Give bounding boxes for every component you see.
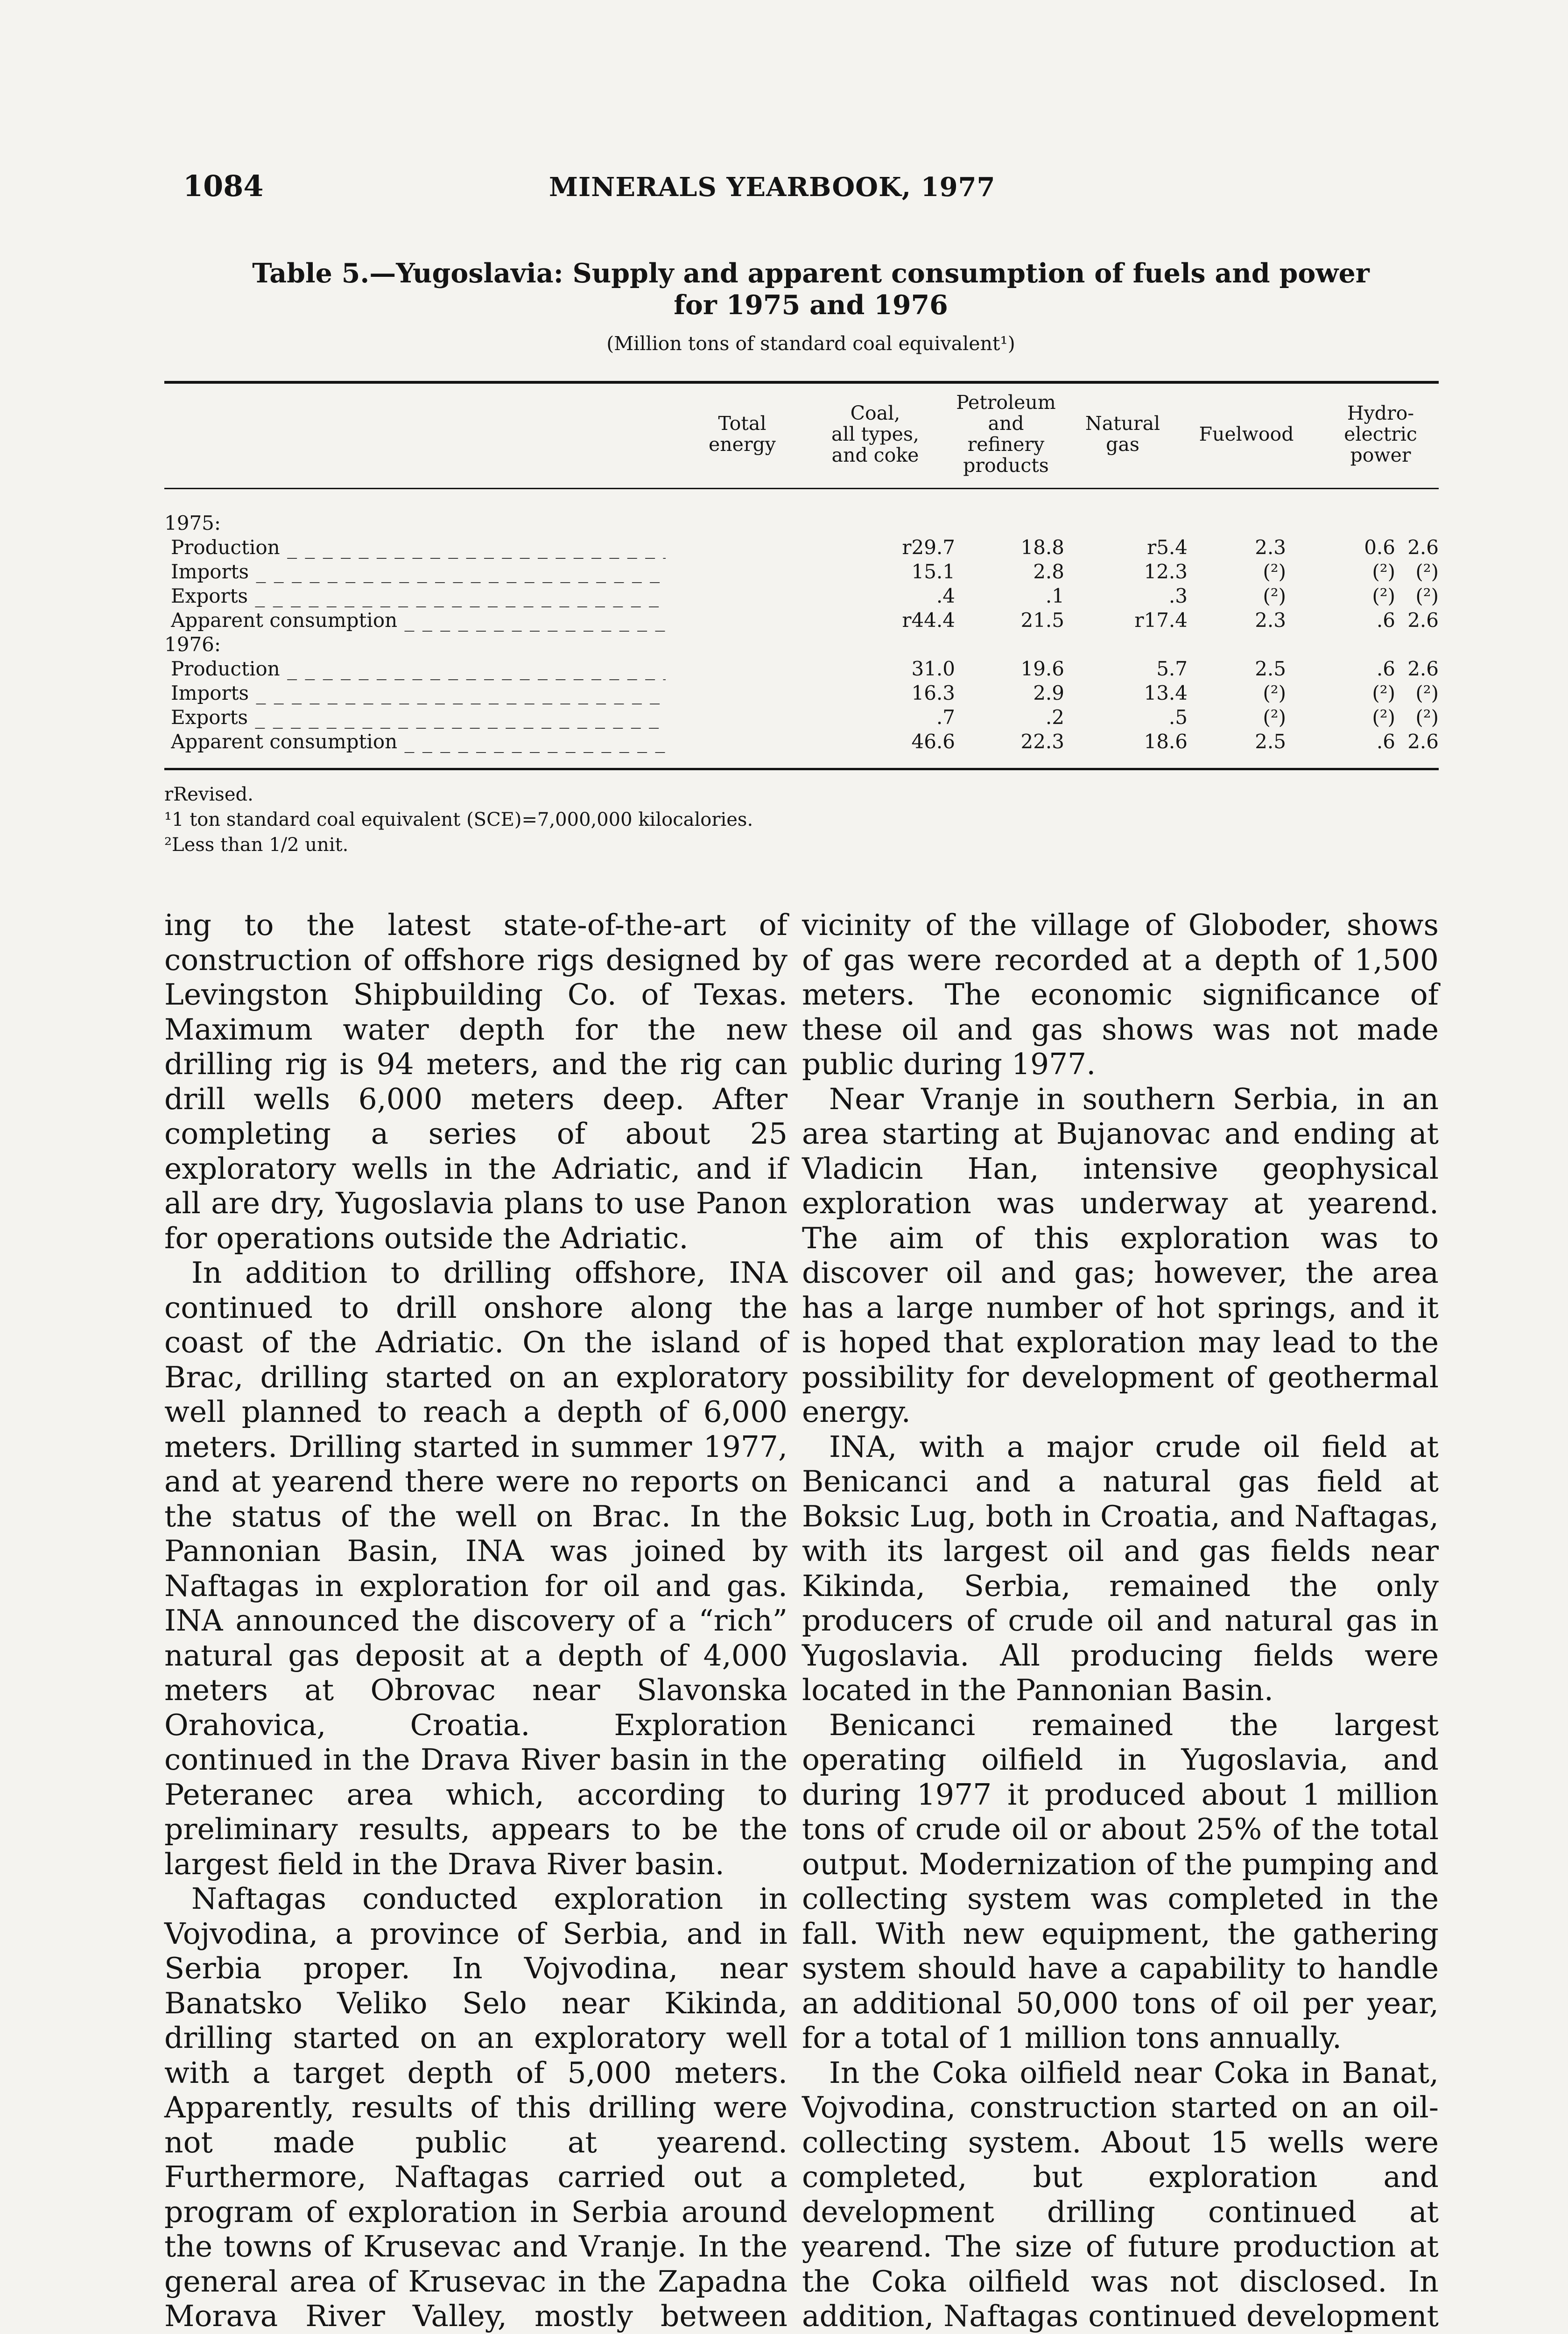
col-header-text: Coal, all types, and coke (831, 401, 919, 466)
body-left-column (164, 908, 788, 2334)
table-cell: .3 (1168, 584, 1188, 607)
table-footnote-2: ²Less than 1/2 unit. (164, 834, 349, 856)
table-cell: 13.4 (1144, 682, 1188, 704)
table-cell: 2.5 (1255, 730, 1286, 753)
table-cell: 2.6 (1407, 730, 1439, 753)
table-cell: 2.8 (1033, 560, 1064, 583)
table-row (164, 681, 1439, 705)
table-cell: .6 (1376, 730, 1395, 753)
table-cell: 2.9 (1033, 682, 1064, 704)
paragraph: INA, with a major crude oil field at Benicanci and a natural gas field at Boksic Lug, both in Croatia, and Naftagas, with its largest oil and gas fields near Kikinda, Serbia, remained the only producers of crude oil and natural gas in Yugoslavia. All producing fields were located in the Pannonian Basin. (802, 1429, 1439, 1707)
row-label: Imports _ _ _ (171, 681, 666, 705)
table-row (164, 584, 1439, 608)
paragraph: ing to the latest state-of-the-art of construction of offshore rigs designed by Levingston Shipbuilding Co. of Texas. Maximum water depth for the new drilling rig is 94 meters, and the rig can drill wells 6,000 meters deep. After completing a series of about 25 exploratory wells in the Adriatic, and if all are dry, Yugoslavia plans to use Panon for operations outside the Adriatic. (164, 908, 788, 1255)
table-cell: (²) (1415, 682, 1439, 704)
table-cell: (²) (1263, 560, 1286, 583)
table-cell: 21.5 (1020, 609, 1064, 632)
table-cell: 2.6 (1407, 609, 1439, 632)
table-cell: .4 (936, 584, 955, 607)
table-bottom-rule (164, 768, 1439, 770)
table-top-rule (164, 381, 1439, 384)
table-cell: 2.6 (1407, 536, 1439, 559)
table-cell: r44.4 (902, 609, 955, 632)
table-cell: 22.3 (1020, 730, 1064, 753)
table-title-line2: for 1975 and 1976 (674, 289, 948, 321)
table-title-line1: Table 5.—Yugoslavia: Supply and apparent consumption of fuels and power (252, 258, 1370, 289)
table-cell: (²) (1263, 584, 1286, 607)
table-cell: (²) (1415, 706, 1439, 729)
table-cell: .5 (1168, 706, 1188, 729)
col-header-total-energy (705, 387, 780, 481)
table-cell: .1 (1045, 584, 1064, 607)
col-header-natural-gas (1078, 387, 1167, 481)
table-cell: 0.6 (1364, 536, 1395, 559)
col-header-text: Total energy (709, 412, 776, 456)
col-header-text: Hydro- electric power (1344, 401, 1417, 466)
table-cell: 2.3 (1255, 609, 1286, 632)
body-right-column (802, 908, 1439, 2334)
table-cell: 18.6 (1144, 730, 1188, 753)
table-row (164, 657, 1439, 681)
table-cell: 2.6 (1407, 657, 1439, 680)
page-number: 1084 (183, 169, 264, 203)
row-label: Imports _ _ _ (171, 560, 666, 584)
running-title: MINERALS YEARBOOK, 1977 (549, 172, 996, 203)
col-header-text: Petroleum and refinery products (956, 391, 1056, 477)
col-header-coal (824, 387, 927, 481)
paragraph: Benicanci remained the largest operating oilfield in Yugoslavia, and during 1977 it produced about 1 million tons of crude oil or about 25% of the total output. Modernization of the pumping and collecting system was completed in the fall. With new equipment, the gathering system should have a capability to handle an additional 50,000 tons of oil per year, for a total of 1 million tons annually. (802, 1708, 1439, 2055)
table-cell: 31.0 (911, 657, 955, 680)
page-header (183, 169, 1439, 206)
table-cell: 18.8 (1020, 536, 1064, 559)
row-label: Apparent consumption _ _ _ (171, 608, 666, 633)
table-cell: 12.3 (1144, 560, 1188, 583)
table-cell: r29.7 (902, 536, 955, 559)
table-row (164, 633, 1439, 657)
table-cell: 46.6 (911, 730, 955, 753)
table-cell: 16.3 (911, 682, 955, 704)
table-cell: r17.4 (1134, 609, 1188, 632)
col-header-text: Natural gas (1085, 412, 1160, 456)
table-cell: r5.4 (1147, 536, 1188, 559)
table-cell: 2.5 (1255, 657, 1286, 680)
table-row (164, 730, 1439, 754)
paragraph: Naftagas conducted exploration in Vojvodina, a province of Serbia, and in Serbia proper. In Vojvodina, near Banatsko Veliko Selo near Kikinda, drilling started on an exploratory well with a target depth of 5,000 meters. Apparently, results of this drilling were not made public at yearend. Furthermore, Naftagas carried out a program of exploration in Serbia around the towns of Krusevac and Vranje. In the general area of Krusevac in the Zapadna Morava River Valley, mostly between (164, 1882, 788, 2333)
row-label: Exports _ _ _ (171, 705, 666, 730)
table-cell: (²) (1372, 706, 1395, 729)
table-cell: (²) (1372, 560, 1395, 583)
col-header-hydroelectric (1323, 387, 1438, 481)
table-row (164, 560, 1439, 584)
table-cell: (²) (1415, 584, 1439, 607)
table-cell: (²) (1263, 682, 1286, 704)
col-header-text: Fuelwood (1199, 422, 1294, 445)
row-label: Production _ _ _ (171, 535, 666, 560)
table-cell: 5.7 (1156, 657, 1188, 680)
paragraph: In addition to drilling offshore, INA continued to drill onshore along the coast of the Adriatic. On the island of Brac, drilling started on an exploratory well planned to reach a depth of 6,000 meters. Drilling started in summer 1977, and at yearend there were no reports on the status of the well on Brac. In the Pannonian Basin, INA was joined by Naftagas in exploration for oil and gas. INA announced the discovery of a “rich” natural gas deposit at a depth of 4,000 meters at Obrovac near Slavonska Orahovica, Croatia. Exploration continued in the Drava River basin in the Peteranec area which, according to preliminary results, appears to be the largest field in the Drava River basin. (164, 1256, 788, 1881)
paragraph: In the Coka oilfield near Coka in Banat, Vojvodina, construction started on an oil-collecting system. About 15 wells were completed, but exploration and development drilling continued at yearend. The size of future production at the Coka oilfield was not disclosed. In addition, Naftagas continued development (802, 2055, 1439, 2333)
table-row (164, 511, 1439, 535)
paragraph: vicinity of the village of Globoder, shows of gas were recorded at a depth of 1,500 meters. The economic significance of these oil and gas shows was not made public during 1977. (802, 908, 1439, 1081)
table-row (164, 608, 1439, 633)
table-cell: .2 (1045, 706, 1064, 729)
col-header-fuelwood (1195, 387, 1298, 481)
row-label: Production _ _ _ (171, 657, 666, 681)
table-cell: (²) (1263, 706, 1286, 729)
table-cell: (²) (1372, 584, 1395, 607)
table-header-rule (164, 488, 1439, 489)
table-cell: .7 (936, 706, 955, 729)
row-label: 1975: (164, 512, 221, 534)
table-title (183, 258, 1439, 321)
table-footnote-1: ¹1 ton standard coal equivalent (SCE)=7,000,000 kilocalories. (164, 809, 753, 830)
table-cell: 15.1 (911, 560, 955, 583)
row-label: Exports _ _ _ (171, 584, 666, 608)
table-cell: (²) (1372, 682, 1395, 704)
table-subtitle: (Million tons of standard coal equivalent¹) (606, 332, 1015, 355)
table-footnote-revised: rRevised. (164, 784, 253, 805)
table-cell: (²) (1415, 560, 1439, 583)
table-row (164, 535, 1439, 560)
table-row (164, 705, 1439, 730)
table-cell: .6 (1376, 609, 1395, 632)
col-header-petroleum (952, 387, 1060, 481)
row-label: Apparent consumption _ _ _ (171, 730, 666, 754)
table-cell: 2.3 (1255, 536, 1286, 559)
table-cell: .6 (1376, 657, 1395, 680)
row-label: 1976: (164, 633, 221, 656)
table-cell: 19.6 (1020, 657, 1064, 680)
paragraph: Near Vranje in southern Serbia, in an area starting at Bujanovac and ending at Vladicin Han, intensive geophysical exploration was underway at yearend. The aim of this exploration was to discover oil and gas; however, the area has a large number of hot springs, and it is hoped that exploration may lead to the possibility for development of geothermal energy. (802, 1082, 1439, 1429)
